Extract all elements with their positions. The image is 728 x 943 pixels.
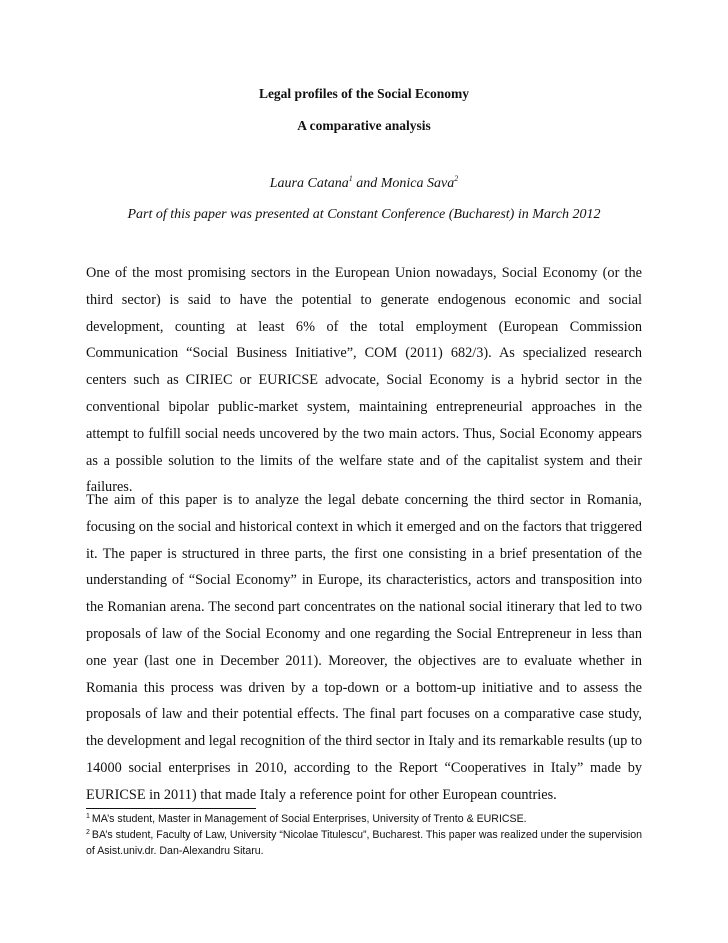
footnote <box>86 828 642 859</box>
paper-subtitle: A comparative analysis <box>297 118 431 133</box>
footnote-separator <box>86 808 256 809</box>
paper-title: Legal profiles of the Social Economy <box>258 86 470 101</box>
footnote-text: MA’s student, Master in Management of Social Enterprises, University of Trento & EURICSE. <box>91 813 527 825</box>
author-name: Monica Sava <box>380 176 455 191</box>
footnote-number: 2 <box>86 829 90 836</box>
body-paragraph: One of the most promising sectors in the European Union nowadays, Social Economy (or the third sector) is said to have the potential to generate endogenous economic and social development, counting at least 6% of the total employment (European Commission Communication “Social Business Initiative”, COM (2011) 682/3). As specialized research centers such as CIRIEC or EURICSE advocate, Social Economy is a hybrid sector in the conventional bipolar public-market system, maintaining entrepreneurial approaches in the attempt to fulfill social needs uncovered by the two main actors. Thus, Social Economy appears as a possible solution to the limits of the welfare state and of the capitalist system and their failures. <box>86 265 642 496</box>
footnote-number: 1 <box>86 813 90 820</box>
footnote-mark: 1 <box>348 174 353 183</box>
author-name: Laura Catana <box>269 176 349 191</box>
footnote <box>86 812 642 828</box>
body-paragraph: The aim of this paper is to analyze the legal debate concerning the third sector in Romania, focusing on the social and historical context in which it emerged and on the factors that triggered it. The paper is structured in three parts, the first one consisting in a brief presentation of the understanding of “Social Economy” in Europe, its characteristics, actors and transposition into the Romanian arena. The second part concentrates on the national social itinerary that led to two proposals of law of the Social Economy and one regarding the Social Entrepreneur in less than one year (last one in December 2011). Moreover, the objectives are to evaluate whether in Romania this process was driven by a top-down or a bottom-up initiative and to assess the proposals of law and their potential effects. The final part focuses on a comparative case study, the development and legal recognition of the third sector in Italy and its remarkable results (up to 14000 social enterprises in 2010, according to the Report “Cooperatives in Italy” made by EURICSE in 2011) that made Italy a reference point for other European countries. <box>86 492 642 803</box>
footnote-text: BA’s student, Faculty of Law, University “Nicolae Titulescu”, Bucharest. This paper was realized under the supervision of Asist.univ.dr. Dan-Alexandru Sitaru. <box>86 829 642 857</box>
footnote-mark: 2 <box>454 174 459 183</box>
author-joiner: and <box>352 176 381 191</box>
presentation-note: Part of this paper was presented at Constant Conference (Bucharest) in March 2012 <box>127 207 601 222</box>
author-line <box>0 176 728 192</box>
